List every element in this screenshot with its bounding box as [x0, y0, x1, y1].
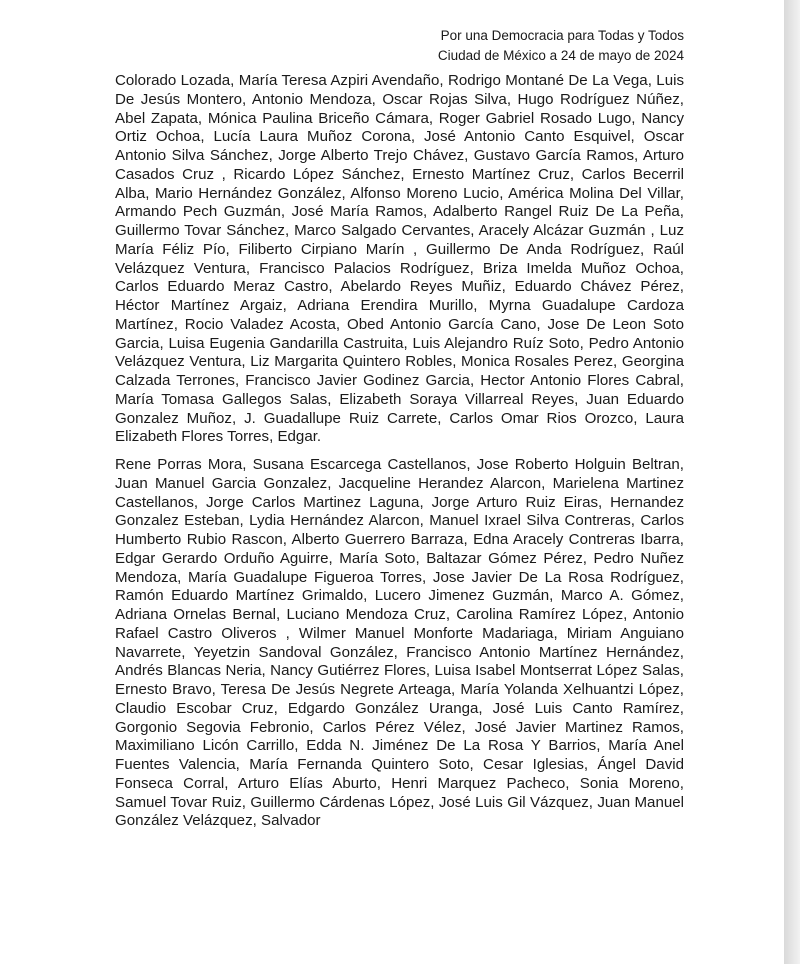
signatories-paragraph-1: Colorado Lozada, María Teresa Azpiri Avendaño, Rodrigo Montané De La Vega, Luis De Jesús Montero, Antonio Mendoza, Oscar Rojas Silva, Hugo Rodríguez Núñez, Abel Zapata, Mónica Paulina Briceño Cámara, Roger Gabriel Rosado Lugo, Nancy Ortiz Ochoa, Lucía Laura Muñoz Corona, José Antonio Canto Esquivel, Oscar Antonio Silva Sánchez, Jorge Alberto Trejo Chávez, Gustavo García Ramos, Arturo Casados Cruz , Ricardo López Sánchez, Ernesto Martínez Cruz, Carlos Becerril Alba, Mario Hernández González, Alfonso Moreno Lucio, América Molina Del Villar, Armando Pech Guzmán, José María Ramos, Adalberto Rangel Ruiz De La Peña, Guillermo Tovar Sánchez, Marco Salgado Cervantes, Aracely Alcázar Guzmán , Luz María Féliz Pío, Filiberto Cirpiano Marín , Guillermo De Anda Rodríguez, Raúl Velázquez Ventura, Francisco Palacios Rodríguez, Briza Imelda Muñoz Ochoa, Carlos Eduardo Meraz Castro, Abelardo Reyes Muñiz, Eduardo Chávez Pérez, Héctor Martínez Argaiz, Adriana Erendira Murillo, Myrna Guadalupe Cardoza Martínez, Rocio Valadez Acosta, Obed Antonio García Cano, Jose De Leon Soto Garcia, Luisa Eugenia Gandarilla Castruita, Luis Alejandro Ruíz Soto, Pedro Antonio Velázquez Ventura, Liz Margarita Quintero Robles, Monica Rosales Perez, Georgina Calzada Terrones, Francisco Javier Godinez Garcia, Hector Antonio Flores Cabral, María Tomasa Gallegos Salas, Elizabeth Soraya Villarreal Reyes, Juan Eduardo Gonzalez Muñoz, J. Guadallupe Ruiz Carrete, Carlos Omar Rios Orozco, Laura Elizabeth Flores Torres, Edgar. [115, 72, 684, 446]
signatories-list [115, 72, 684, 831]
signatories-paragraph-2: Rene Porras Mora, Susana Escarcega Castellanos, Jose Roberto Holguin Beltran, Juan Manuel Garcia Gonzalez, Jacqueline Herandez Alarcon, Marielena Martinez Castellanos, Jorge Carlos Martinez Laguna, Jorge Arturo Ruiz Eiras, Hernandez Gonzalez Esteban, Lydia Hernández Alarcon, Manuel Ixrael Silva Contreras, Carlos Humberto Rubio Rascon, Alberto Guerrero Barraza, Edna Aracely Contreras Ibarra, Edgar Gerardo Orduño Aguirre, María Soto, Baltazar Gómez Pérez, Pedro Nuñez Mendoza, María Guadalupe Figueroa Torres, Jose Javier De La Rosa Rodríguez, Ramón Eduardo Martínez Grimaldo, Lucero Jimenez Guzmán, Marco A. Gómez, Adriana Ornelas Bernal, Luciano Mendoza Cruz, Carolina Ramírez López, Antonio Rafael Castro Oliveros , Wilmer Manuel Monforte Madariaga, Miriam Anguiano Navarrete, Yeyetzin Sandoval González, Francisco Antonio Martínez Hernández, Andrés Blancas Neria, Nancy Gutiérrez Flores, Luisa Isabel Montserrat López Salas, Ernesto Bravo, Teresa De Jesús Negrete Arteaga, María Yolanda Xelhuantzi López, Claudio Escobar Cruz, Edgardo González Uranga, José Luis Canto Ramírez, Gorgonio Segovia Febronio, Carlos Pérez Vélez, José Javier Martinez Ramos, Maximiliano Licón Carrillo, Edda N. Jiménez De La Rosa Y Barrios, María Anel Fuentes Valencia, María Fernanda Quintero Soto, Cesar Iglesias, Ángel David Fonseca Corral, Arturo Elías Aburto, Henri Marquez Pacheco, Sonia Moreno, Samuel Tovar Ruiz, Guillermo Cárdenas López, José Luis Gil Vázquez, Juan Manuel González Velázquez, Salvador [115, 456, 684, 830]
page-edge-shadow [784, 0, 800, 964]
header-slogan: Por una Democracia para Todas y Todos [440, 28, 684, 43]
document-header [438, 26, 684, 66]
header-date-line: Ciudad de México a 24 de mayo de 2024 [437, 48, 684, 63]
